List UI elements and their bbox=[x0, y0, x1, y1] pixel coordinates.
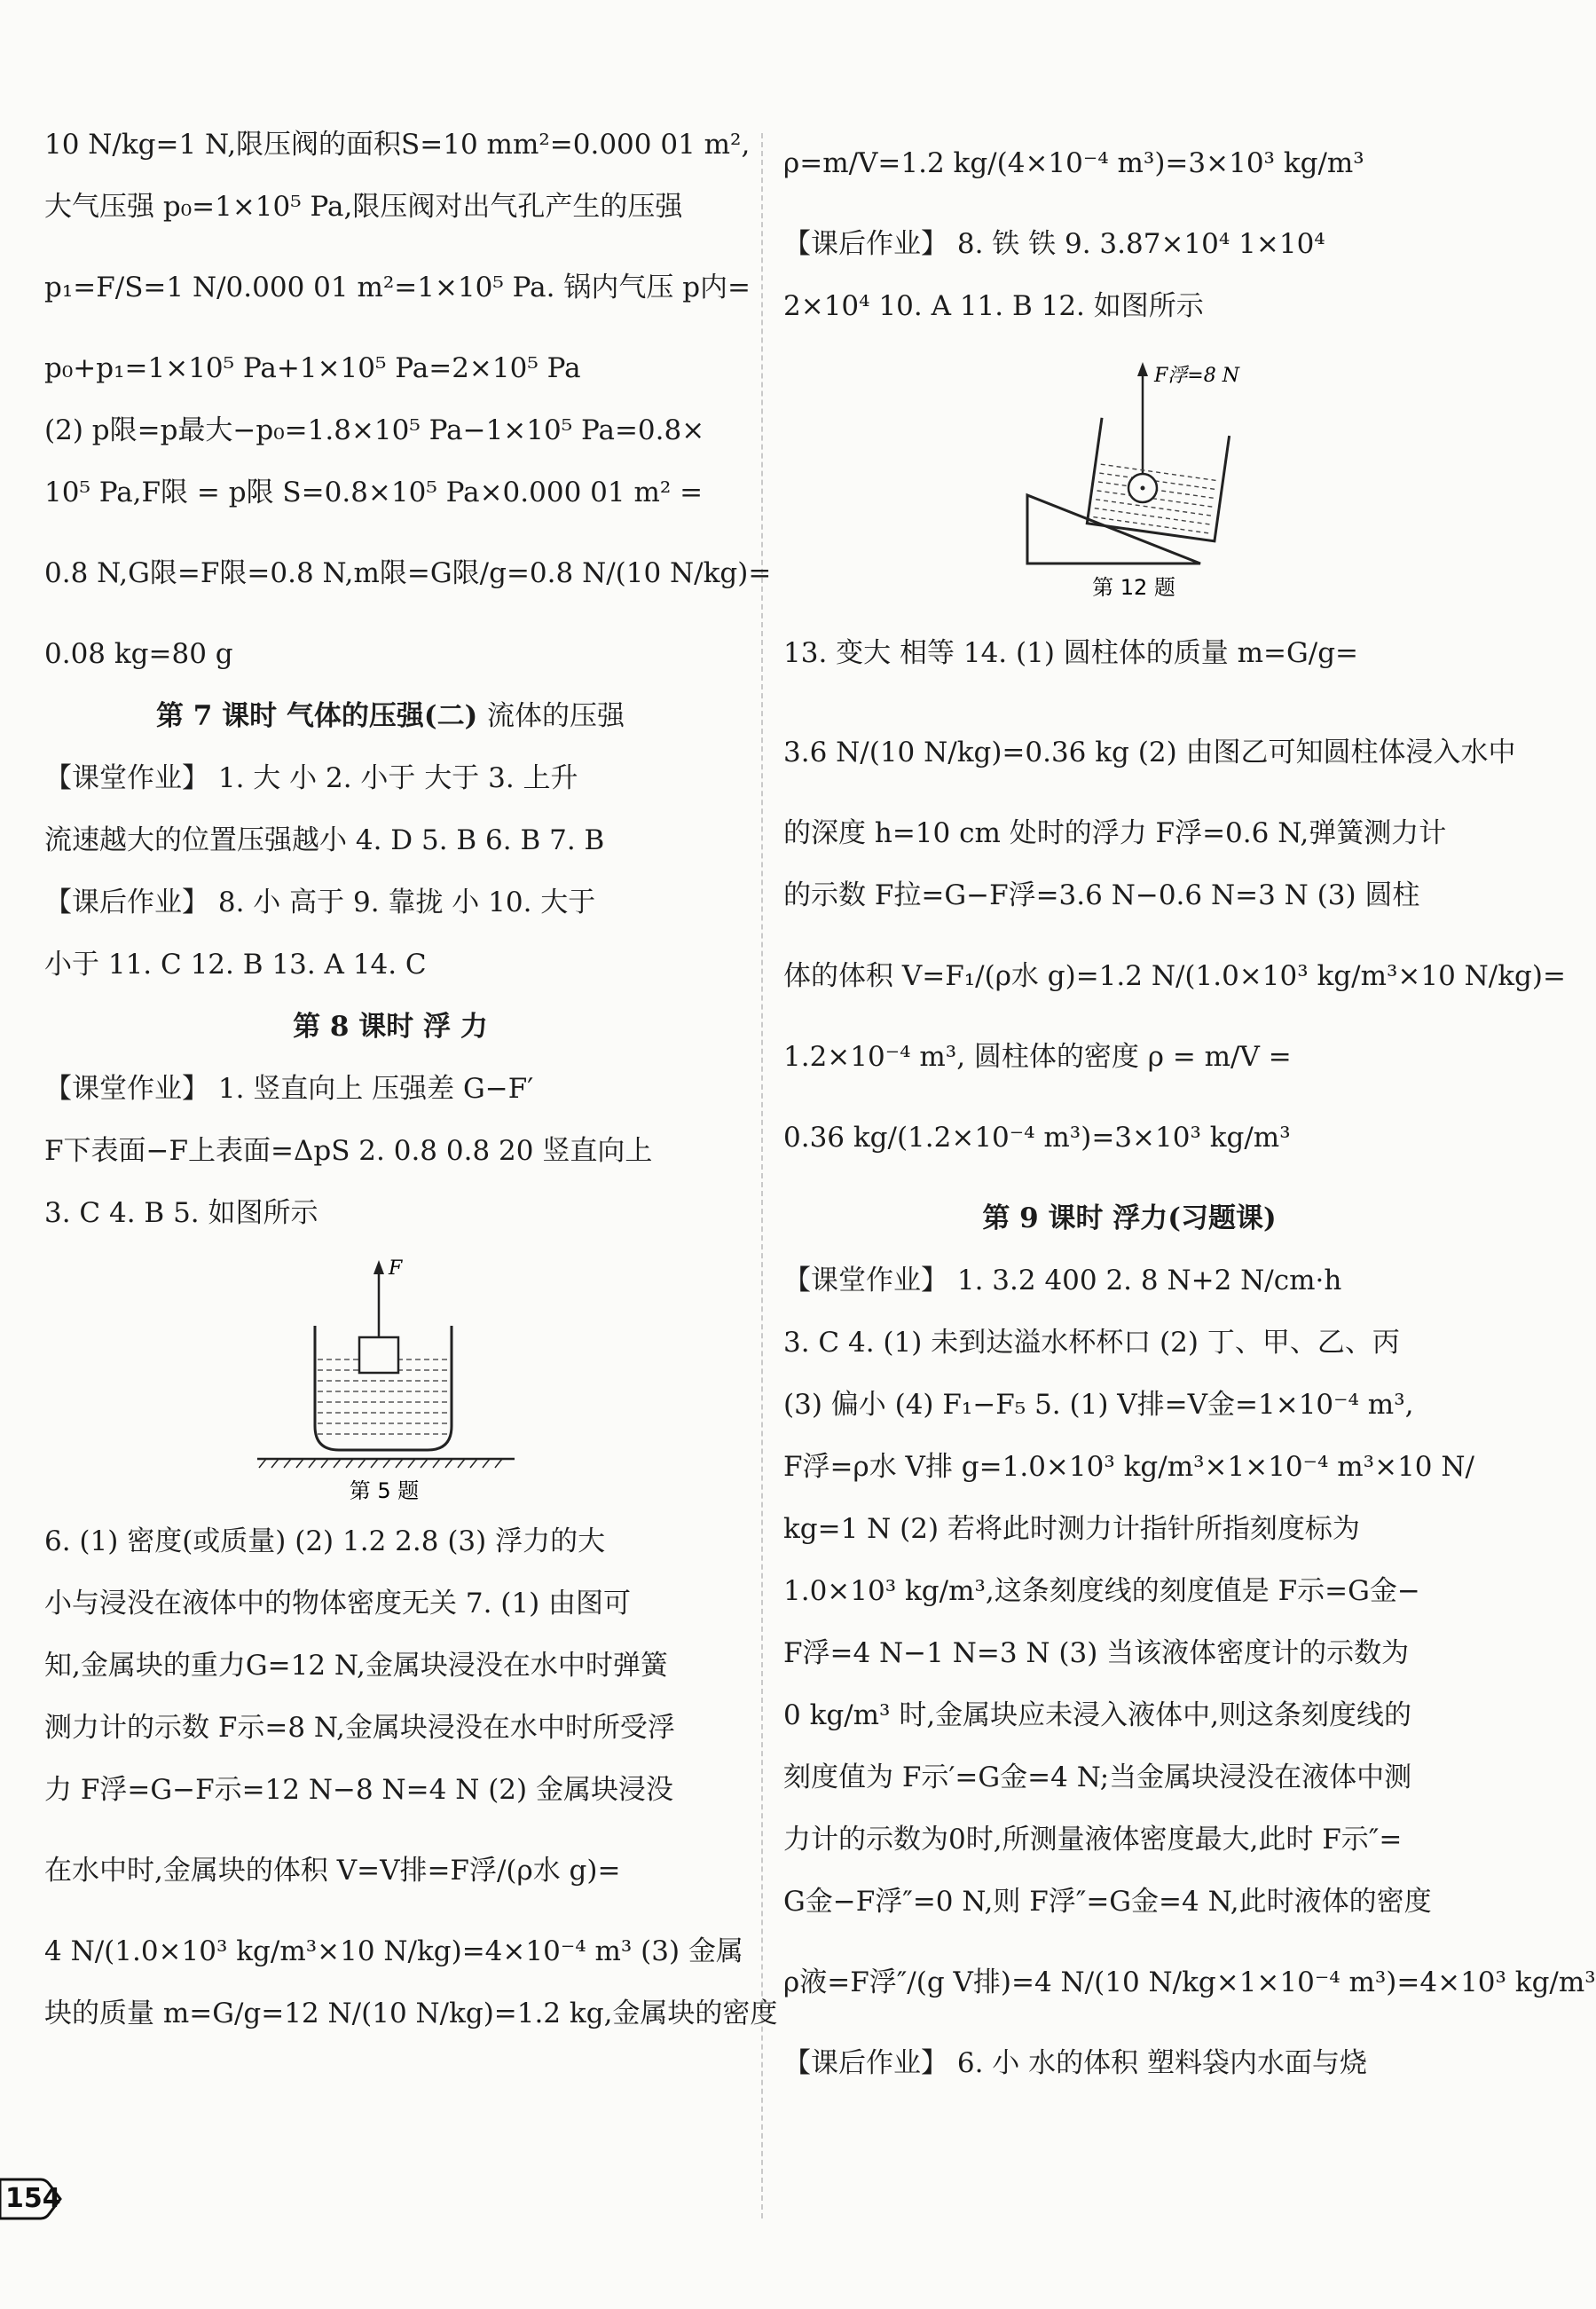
text-line: 小于 11. C 12. B 13. A 14. C bbox=[44, 949, 427, 981]
right-column bbox=[783, 114, 1596, 2094]
text-line: (3) 偏小 (4) F₁−F₅ 5. (1) V排=V金=1×10⁻⁴ m³, bbox=[783, 1389, 1414, 1421]
text-line: 体的体积 V=F₁/(ρ水 g)=1.2 N/(1.0×10³ kg/m³×10 N/kg)= bbox=[783, 960, 1566, 992]
text-line: 0.08 kg=80 g bbox=[44, 638, 233, 670]
text-line: 块的质量 m=G/g=12 N/(10 N/kg)=1.2 kg,金属块的密度 bbox=[44, 1998, 778, 2029]
text-line: p₁=F/S=1 N/0.000 01 m²=1×10⁵ Pa. 锅内气压 p内= bbox=[44, 272, 751, 303]
text-line: (2) p限=p最大−p₀=1.8×10⁵ Pa−1×10⁵ Pa=0.8× bbox=[44, 414, 705, 446]
text-line: 在水中时,金属块的体积 V=V排=F浮/(ρ水 g)= bbox=[44, 1855, 621, 1887]
text-line: 流速越大的位置压强越小 4. D 5. B 6. B 7. B bbox=[44, 824, 605, 856]
figure-12 bbox=[783, 337, 1475, 603]
text-line: ρ=m/V=1.2 kg/(4×10⁻⁴ m³)=3×10³ kg/m³ bbox=[783, 147, 1364, 179]
text-line: 【课后作业】 6. 小 水的体积 塑料袋内水面与烧 bbox=[783, 2047, 1367, 2079]
text-line: 小与浸没在液体中的物体密度无关 7. (1) 由图可 bbox=[44, 1588, 632, 1619]
text-line: 2×10⁴ 10. A 11. B 12. 如图所示 bbox=[783, 290, 1204, 322]
text-line: 10 N/kg=1 N,限压阀的面积S=10 mm²=0.000 01 m², bbox=[44, 129, 751, 161]
text-line: 【课后作业】 8. 小 高于 9. 靠拢 小 10. 大于 bbox=[44, 887, 596, 918]
text-line: 3. C 4. (1) 未到达溢水杯杯口 (2) 丁、甲、乙、丙 bbox=[783, 1327, 1400, 1359]
text-line: 10⁵ Pa,F限 = p限 S=0.8×10⁵ Pa×0.000 01 m² = bbox=[44, 477, 704, 508]
text-line: 【课堂作业】 1. 3.2 400 2. 8 N+2 N/cm·h bbox=[783, 1265, 1342, 1296]
force-label-f: F bbox=[389, 1257, 403, 1280]
text-line: 知,金属块的重力G=12 N,金属块浸没在水中时弹簧 bbox=[44, 1650, 668, 1682]
text-line: p₀+p₁=1×10⁵ Pa+1×10⁵ Pa=2×10⁵ Pa bbox=[44, 352, 581, 384]
text-line: F浮=ρ水 V排 g=1.0×10³ kg/m³×1×10⁻⁴ m³×10 N/ bbox=[783, 1451, 1474, 1483]
text-line: 【课堂作业】 1. 大 小 2. 小于 大于 3. 上升 bbox=[44, 762, 578, 794]
page-number-badge bbox=[0, 2176, 64, 2222]
figure-5-caption: 第 5 题 bbox=[349, 1478, 420, 1503]
text-line: 6. (1) 密度(或质量) (2) 1.2 2.8 (3) 浮力的大 bbox=[44, 1525, 606, 1557]
column-divider bbox=[761, 133, 763, 2218]
section-7-heading bbox=[44, 685, 736, 747]
text-line: 【课后作业】 8. 铁 铁 9. 3.87×10⁴ 1×10⁴ bbox=[783, 228, 1325, 260]
figure-12-caption: 第 12 题 bbox=[1092, 575, 1175, 600]
text-line: 1.2×10⁻⁴ m³, 圆柱体的密度 ρ = m/V = bbox=[783, 1041, 1292, 1073]
section-7-title: 第 7 课时 气体的压强(二) bbox=[155, 700, 478, 732]
text-line: 3.6 N/(10 N/kg)=0.36 kg (2) 由图乙可知圆柱体浸入水中 bbox=[783, 737, 1516, 768]
section-9-title: 第 9 课时 浮力(习题课) bbox=[982, 1202, 1277, 1234]
text-line: 0.36 kg/(1.2×10⁻⁴ m³)=3×10³ kg/m³ bbox=[783, 1122, 1291, 1154]
section-7-subtitle: 流体的压强 bbox=[487, 700, 625, 732]
text-line: 4 N/(1.0×10³ kg/m³×10 N/kg)=4×10⁻⁴ m³ (3) 金属 bbox=[44, 1935, 743, 1967]
text-line: 3. C 4. B 5. 如图所示 bbox=[44, 1197, 318, 1229]
text-line: 力计的示数为0时,所测量液体密度最大,此时 F示″= bbox=[783, 1824, 1403, 1856]
text-line: 13. 变大 相等 14. (1) 圆柱体的质量 m=G/g= bbox=[783, 637, 1359, 669]
figure-5-diagram bbox=[44, 1244, 736, 1510]
text-line: F浮=4 N−1 N=3 N (3) 当该液体密度计的示数为 bbox=[783, 1637, 1410, 1669]
left-column bbox=[44, 114, 778, 2045]
text-line: 力 F浮=G−F示=12 N−8 N=4 N (2) 金属块浸没 bbox=[44, 1774, 673, 1806]
text-line: G金−F浮″=0 N,则 F浮″=G金=4 N,此时液体的密度 bbox=[783, 1886, 1432, 1918]
text-line: ρ液=F浮″/(g V排)=4 N/(10 N/kg×1×10⁻⁴ m³)=4×10³ kg/m³ bbox=[783, 1966, 1596, 1998]
text-line: 0 kg/m³ 时,金属块应未浸入液体中,则这条刻度线的 bbox=[783, 1699, 1412, 1731]
text-line: 的示数 F拉=G−F浮=3.6 N−0.6 N=3 N (3) 圆柱 bbox=[783, 879, 1420, 911]
text-line: 测力计的示数 F示=8 N,金属块浸没在水中时所受浮 bbox=[44, 1712, 675, 1744]
text-line: 的深度 h=10 cm 处时的浮力 F浮=0.6 N,弹簧测力计 bbox=[783, 817, 1447, 849]
figure-5 bbox=[44, 1244, 736, 1510]
text-line: F下表面−F上表面=ΔpS 2. 0.8 0.8 20 竖直向上 bbox=[44, 1135, 653, 1167]
text-line: kg=1 N (2) 若将此时测力计指针所指刻度标为 bbox=[783, 1513, 1360, 1545]
text-line: 1.0×10³ kg/m³,这条刻度线的刻度值是 F示=G金− bbox=[783, 1575, 1420, 1607]
text-line: 刻度值为 F示′=G金=4 N;当金属块浸没在液体中测 bbox=[783, 1761, 1412, 1793]
text-line: 【课堂作业】 1. 竖直向上 压强差 G−F′ bbox=[44, 1073, 534, 1105]
text-line: 0.8 N,G限=F限=0.8 N,m限=G限/g=0.8 N/(10 N/kg)= bbox=[44, 557, 772, 589]
section-8-title: 第 8 课时 浮 力 bbox=[293, 1011, 488, 1043]
text-line: 大气压强 p₀=1×10⁵ Pa,限压阀对出气孔产生的压强 bbox=[44, 191, 683, 223]
page-number: 154 bbox=[5, 2183, 61, 2214]
force-label-buoyancy: F浮=8 N bbox=[1154, 365, 1239, 387]
figure-12-diagram bbox=[783, 337, 1475, 603]
